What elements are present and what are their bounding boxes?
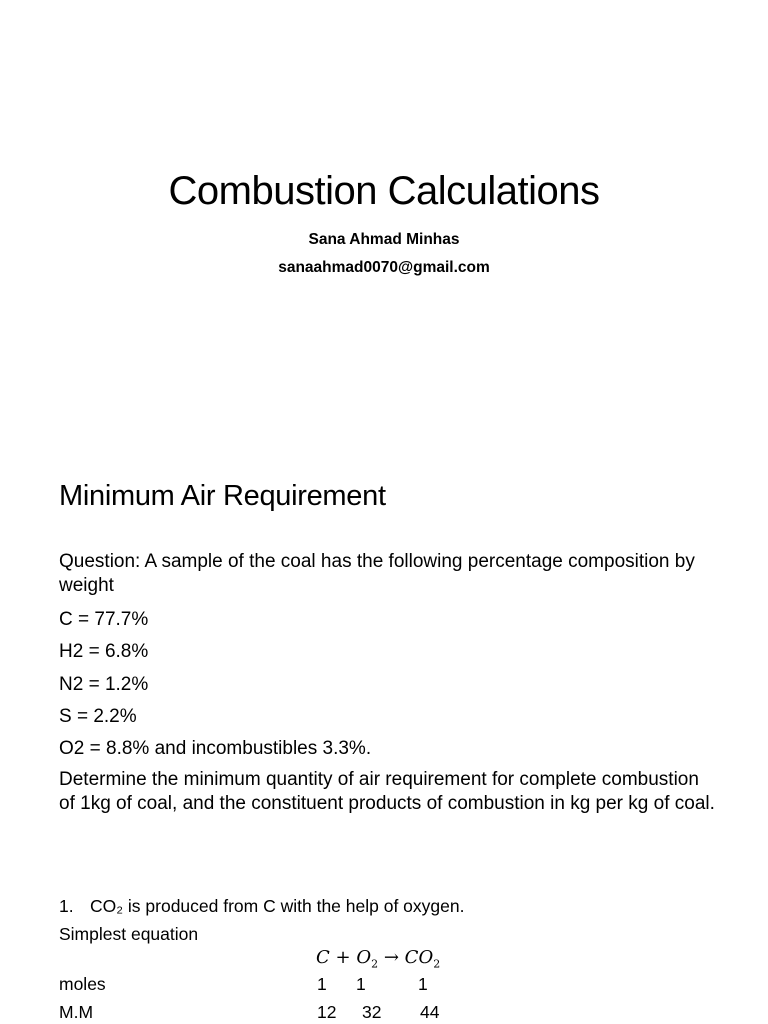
step-one [59, 895, 464, 917]
determine-text: Determine the minimum quantity of air requirement for complete combustion of 1kg of coal, and the constituent products of combustion in kg per kg of coal. [59, 769, 715, 814]
moles-value-o2: 1 [356, 974, 366, 994]
plus-sign: + [335, 947, 351, 968]
simplest-equation-label: Simplest equation [59, 924, 199, 944]
author-name: Sana Ahmad Minhas [308, 231, 460, 248]
reactant-carbon: C [316, 947, 330, 968]
section-heading: Minimum Air Requirement [59, 480, 386, 512]
chemical-equation [316, 947, 440, 976]
content-slide [0, 440, 768, 1024]
question-text: Question: A sample of the coal has the following percentage composition by weight [59, 551, 695, 596]
step-number: 1. [59, 896, 74, 916]
step-text: CO₂ is produced from C with the help of oxygen. [90, 896, 465, 916]
molar-mass-label: M.M [59, 1002, 94, 1022]
title-slide [0, 0, 768, 440]
product-co2: $CO_2$ [404, 947, 441, 971]
slide-title: Combustion Calculations [168, 169, 600, 213]
molar-mass-co2: 44 [420, 1002, 440, 1022]
moles-value-co2: 1 [418, 974, 428, 994]
author-email: sanaahmad0070@gmail.com [278, 259, 490, 276]
arrow-icon: → [383, 947, 399, 968]
molar-mass-c: 12 [317, 1002, 337, 1022]
composition-nitrogen: N2 = 1.2% [59, 674, 149, 695]
composition-oxygen: O2 = 8.8% and incombustibles 3.3%. [59, 738, 372, 759]
reactant-oxygen: $O_2$ [356, 947, 379, 971]
composition-sulfur: S = 2.2% [59, 706, 137, 727]
moles-value-c: 1 [317, 974, 327, 994]
composition-carbon: C = 77.7% [59, 609, 149, 630]
moles-label: moles [59, 974, 106, 994]
molar-mass-o2: 32 [362, 1002, 382, 1022]
composition-hydrogen: H2 = 6.8% [59, 641, 149, 662]
